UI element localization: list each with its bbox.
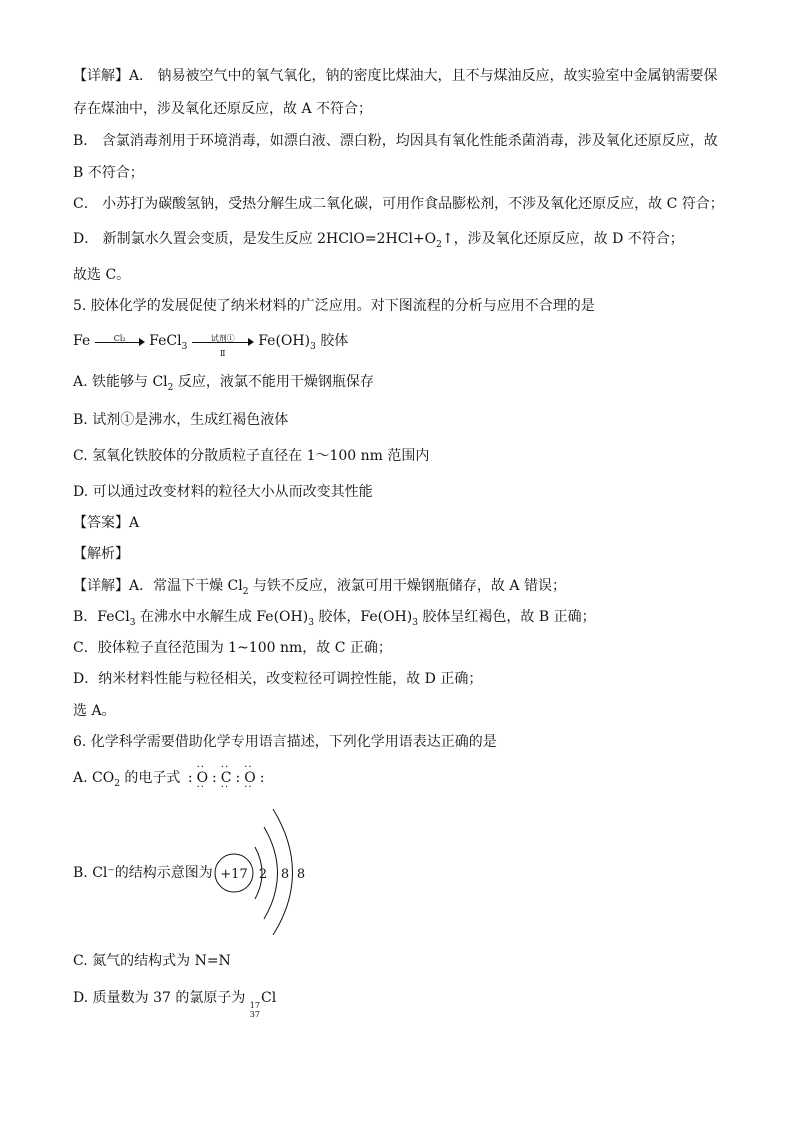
- electron-o-left: ·· O ··: [197, 768, 208, 788]
- q5-detail-2-post: 胶体呈红褐色，故 B 正确；: [417, 609, 596, 625]
- cl-ion-structure-diagram: [207, 805, 317, 935]
- q5-detail-2-sub3: 3: [412, 617, 418, 628]
- q6-stem: 6. 化学科学需要借助化学专用语言描述，下列化学用语表达正确的是: [73, 734, 497, 750]
- q6-option-a-post: 的电子式: [119, 770, 181, 786]
- q6-option-d-pre: D. 质量数为 37 的氯原子为: [73, 990, 246, 1006]
- detail-line-2: 存在煤油中，涉及氧化还原反应，故 A 不符合；: [73, 101, 373, 117]
- q5-detail-3: C．胶体粒子直径范围为 1~100 nm，故 C 正确；: [73, 640, 392, 656]
- detail-line-5: C． 小苏打为碳酸氢钠，受热分解生成二氧化碳，可用作食品膨松剂，不涉及氧化还原反应，故 C 符合；: [73, 196, 724, 212]
- q5-detail-2-sub1: 3: [129, 617, 136, 628]
- shell-3-count: 8: [296, 867, 306, 882]
- q5-detail-2-mid2: 胶体，Fe(OH): [313, 609, 413, 625]
- shell-1-count: 2: [258, 867, 268, 882]
- q6-option-a-pre: A. CO: [73, 770, 115, 786]
- q5-option-a-post: 反应，液氯不能用干燥钢瓶保存: [173, 374, 374, 390]
- q5-option-a: [73, 372, 374, 392]
- electron-colon-3: :: [235, 770, 241, 786]
- q5-option-d: D. 可以通过改变材料的粒径大小从而改变其性能: [73, 484, 373, 500]
- q6-option-a-sub: 2: [114, 778, 120, 789]
- q5-option-a-pre: A. 铁能够与 Cl: [73, 374, 168, 390]
- q5-detail-1-sub: 2: [242, 586, 249, 597]
- flow-fe: Fe: [73, 333, 91, 349]
- electron-colon-1: :: [187, 770, 193, 786]
- q5-option-a-sub: 2: [167, 382, 174, 393]
- isotope-element: Cl: [260, 990, 277, 1006]
- detail-line-7: 故选 C。: [73, 267, 131, 283]
- detail-line-6: [73, 229, 684, 249]
- detail-line-4: B 不符合；: [73, 165, 144, 181]
- q5-detail-1: [73, 576, 566, 596]
- electron-c: ·· C ··: [221, 768, 232, 788]
- q6-option-c: C. 氮气的结构式为 N=N: [73, 953, 231, 969]
- isotope-scripts: [250, 1001, 260, 1019]
- flow-fecl3-sub: 3: [181, 341, 188, 352]
- q5-detail-2-sub2: 3: [308, 617, 314, 628]
- q6-option-b: B. Cl⁻的结构示意图为: [73, 865, 213, 881]
- flow-arrow-2-sublabel: Ⅱ: [220, 349, 226, 358]
- q5-answer: 【答案】A: [73, 515, 140, 531]
- q5-flow: [73, 331, 349, 358]
- q5-stem: 5. 胶体化学的发展促使了纳米材料的广泛应用。对下图流程的分析与应用不合理的是: [73, 298, 595, 314]
- q5-detail-2-mid: 在沸水中水解生成 Fe(OH): [135, 609, 309, 625]
- q5-option-b: B. 试剂①是沸水，生成红褐色液体: [73, 412, 289, 428]
- flow-fecl3: FeCl: [149, 333, 182, 349]
- isotope-number: 37: [249, 1010, 260, 1019]
- electron-colon-2: :: [212, 770, 217, 786]
- q5-analysis: 【解析】: [73, 546, 129, 562]
- q5-detail-2-pre: B．FeCl: [73, 609, 130, 625]
- q5-detail-1-post: 与铁不反应，液氯可用干燥钢瓶储存，故 A 错误；: [248, 578, 566, 594]
- q5-detail-5: 选 A。: [73, 703, 116, 719]
- detail-line-6-sub: 2: [436, 239, 442, 250]
- q6-option-a: [73, 768, 265, 788]
- flow-product-tail: 胶体: [315, 333, 349, 349]
- electron-colon-4: :: [259, 770, 265, 786]
- detail-line-3: B． 含氯消毒剂用于环境消毒，如漂白液、漂白粉，均因具有氧化性能杀菌消毒，涉及氧化还原反应，故: [73, 133, 718, 149]
- isotope-mass: 17: [249, 1001, 260, 1010]
- q5-detail-1-pre: 【详解】A．常温下干燥 Cl: [73, 578, 243, 594]
- q5-detail-4: D．纳米材料性能与粒径相关，改变粒径可调控性能，故 D 正确；: [73, 671, 483, 687]
- flow-product: Fe(OH): [258, 333, 311, 349]
- q6-option-d: [73, 988, 276, 1019]
- electron-o-right: ·· O ··: [244, 768, 255, 788]
- detail-line-6-post: ↑，涉及氧化还原反应，故 D 不符合；: [441, 231, 684, 247]
- q5-detail-2: [73, 607, 596, 627]
- flow-arrow-1: [95, 333, 145, 347]
- flow-arrow-2-label: 试剂①: [210, 334, 235, 343]
- detail-line-1: 【详解】A． 钠易被空气中的氧气氧化，钠的密度比煤油大，且不与煤油反应，故实验室中金属钠需要保: [73, 68, 718, 84]
- electron-formula: [187, 770, 266, 786]
- flow-arrow-1-label: Cl₂: [113, 334, 126, 343]
- q5-option-c: C. 氢氧化铁胶体的分散质粒子直径在 1～100 nm 范围内: [73, 448, 430, 464]
- flow-product-sub: 3: [310, 341, 316, 352]
- detail-line-6-pre: D． 新制氯水久置会变质，是发生反应 2HClO=2HCl+O: [73, 231, 437, 247]
- flow-arrow-2: [192, 333, 254, 358]
- nucleus-charge: +17: [220, 867, 248, 882]
- shell-2-count: 8: [280, 867, 290, 882]
